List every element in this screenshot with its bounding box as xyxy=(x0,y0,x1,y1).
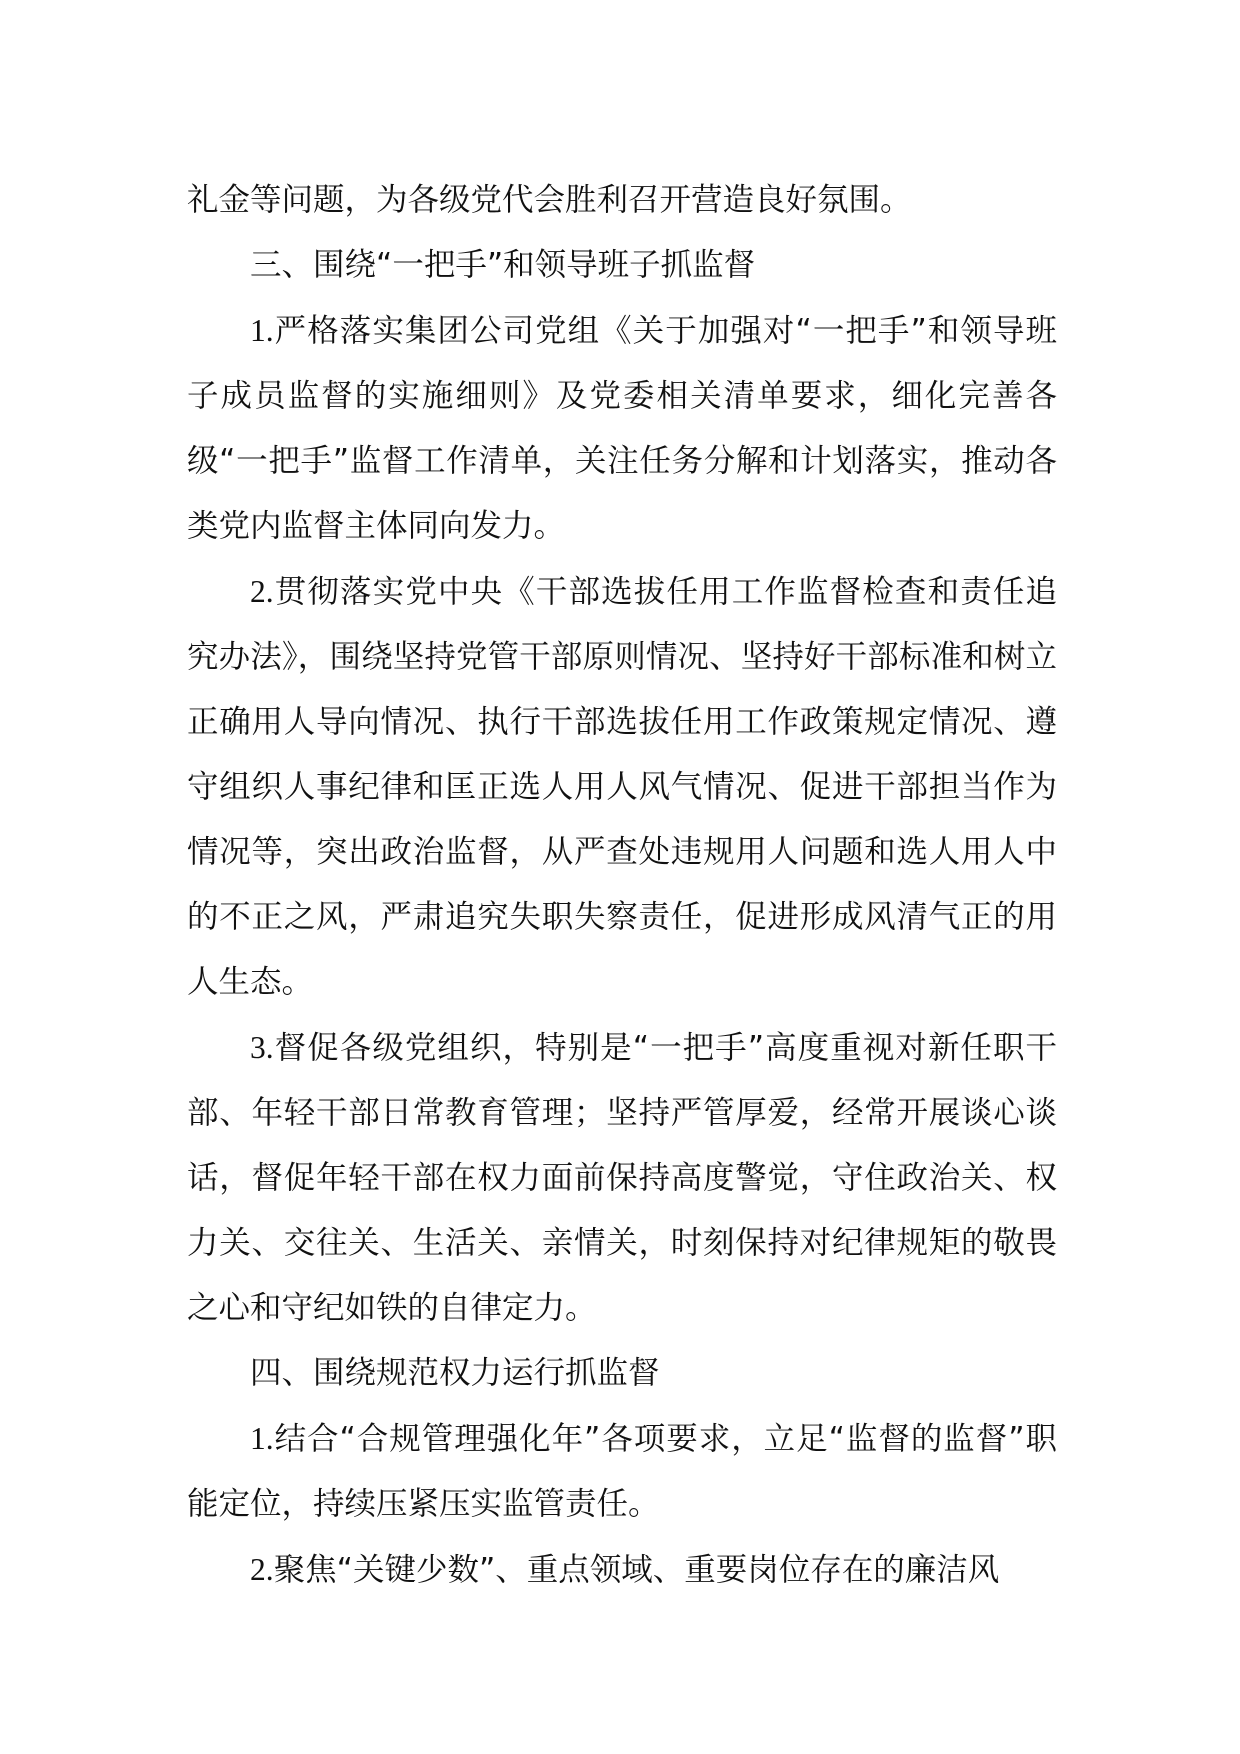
section-heading-3 xyxy=(187,233,1057,298)
item-number: 2. xyxy=(250,1552,274,1587)
item-number: 1. xyxy=(250,1421,274,1456)
paragraph-text: 严格落实集团公司党组《关于加强对“一把手”和领导班子成员监督的实施细则》及党委相关清单要求，细化完善各级“一把手”监督工作清单，关注任务分解和计划落实，推动各类党内监督主体同向发力。 xyxy=(187,313,1057,544)
paragraph-text: 聚焦“关键少数”、重点领域、重要岗位存在的廉洁风 xyxy=(273,1552,1000,1588)
paragraph-text: 督促各级党组织，特别是“一把手”高度重视对新任职干部、年轻干部日常教育管理；坚持严管厚爱，经常开展谈心谈话，督促年轻干部在权力面前保持高度警觉，守住政治关、权力关、交往关、生活关、亲情关，时刻保持对纪律规矩的敬畏之心和守纪如铁的自律定力。 xyxy=(187,1030,1057,1326)
item-number: 2. xyxy=(250,574,274,609)
item-number: 3. xyxy=(250,1030,274,1065)
item-number: 1. xyxy=(250,313,274,348)
heading-text: 三、围绕“一把手”和领导班子抓监督 xyxy=(250,247,756,283)
list-item-4-1 xyxy=(187,1406,1057,1537)
heading-text: 四、围绕规范权力运行抓监督 xyxy=(250,1355,660,1391)
paragraph-continuation xyxy=(187,168,1057,233)
list-item-4-2 xyxy=(187,1537,1057,1603)
document-body xyxy=(187,168,1057,1603)
paragraph-text: 贯彻落实党中央《干部选拔任用工作监督检查和责任追究办法》，围绕坚持党管干部原则情况、坚持好干部标准和树立正确用人导向情况、执行干部选拔任用工作政策规定情况、遵守组织人事纪律和匡正选人用人风气情况、促进干部担当作为情况等，突出政治监督，从严查处违规用人问题和选人用人中的不正之风，严肃追究失职失察责任，促进形成风清气正的用人生态。 xyxy=(187,574,1057,1000)
list-item-3-2 xyxy=(187,559,1057,1015)
section-heading-4 xyxy=(187,1341,1057,1406)
paragraph-text: 礼金等问题，为各级党代会胜利召开营造良好氛围。 xyxy=(187,182,912,218)
list-item-3-3 xyxy=(187,1015,1057,1341)
paragraph-text: 结合“合规管理强化年”各项要求，立足“监督的监督”职能定位，持续压紧压实监管责任。 xyxy=(187,1421,1057,1522)
list-item-3-1 xyxy=(187,298,1057,559)
